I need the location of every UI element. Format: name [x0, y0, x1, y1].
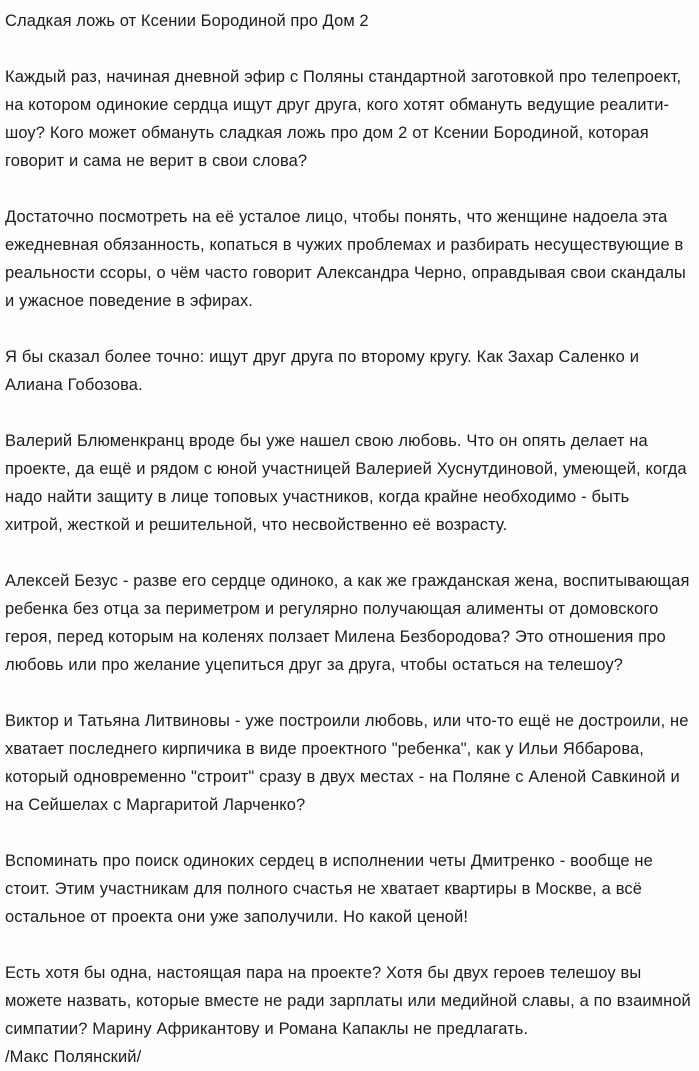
article-paragraph: Вспоминать про поиск одиноких сердец в исполнении четы Дмитренко - вообще не стоит. Этим участникам для полного счастья не хватает квартиры в Москве, а всё остальное от проекта они уже заполучили. Но какой ценой! [5, 852, 653, 926]
article-paragraph: Виктор и Татьяна Литвиновы - уже построили любовь, или что-то ещё не достроили, не хватает последнего кирпичика в виде проектного "ребенка", как у Ильи Яббарова, который одновременно "строит" сразу в двух местах - на Поляне с Аленой Савкиной и на Сейшелах с Маргаритой Ларченко? [5, 712, 689, 814]
article-paragraph-text: Есть хотя бы одна, настоящая пара на проекте? Хотя бы двух героев телешоу вы можете назвать, которые вместе не ради зарплаты или медийной славы, а по взаимной симпатии? Марину Африкантову и Романа Капаклы не предлагать. [5, 964, 691, 1038]
article-paragraph: Я бы сказал более точно: ищут друг друга по второму кругу. Как Захар Саленко и Алиана Гобозова. [5, 348, 640, 394]
page-title: Сладкая ложь от Ксении Бородиной про Дом 2 [5, 12, 369, 30]
article-paragraph: Каждый раз, начиная дневной эфир с Поляны стандартной заготовкой про телепроект, на котором одинокие сердца ищут друг друга, кого хотят обмануть ведущие реалити-шоу? Кого может обмануть сладкая ложь про дом 2 от Ксении Бородиной, которая говорит и сама не верит в свои слова? [5, 68, 682, 170]
article-paragraph-final [5, 959, 691, 1071]
article-paragraph: Валерий Блюменкранц вроде бы уже нашел свою любовь. Что он опять делает на проекте, да ещё и рядом с юной участницей Валерией Хуснутдиновой, умеющей, когда надо найти защиту в лице топовых участников, когда крайне необходимо - быть хитрой, жесткой и решительной, что несвойственно её возрасту. [5, 432, 687, 534]
title-spacer [5, 35, 691, 63]
author-byline: /Макс Полянский/ [5, 1048, 142, 1066]
article-paragraph: Алексей Безус - разве его сердце одиноко, а как же гражданская жена, воспитывающая ребенка без отца за периметром и регулярно получающая алименты от домовского героя, перед которым на коленях ползает Милена Безбородова? Это отношения про любовь или про желание уцепиться друг за друга, чтобы остаться на телешоу? [5, 572, 690, 674]
article-paragraph: Достаточно посмотреть на её усталое лицо, чтобы понять, что женщине надоела эта ежедневная обязанность, копаться в чужих проблемах и разбирать несуществующие в реальности ссоры, о чём часто говорит Александра Черно, оправдывая свои скандалы и ужасное поведение в эфирах. [5, 208, 686, 310]
